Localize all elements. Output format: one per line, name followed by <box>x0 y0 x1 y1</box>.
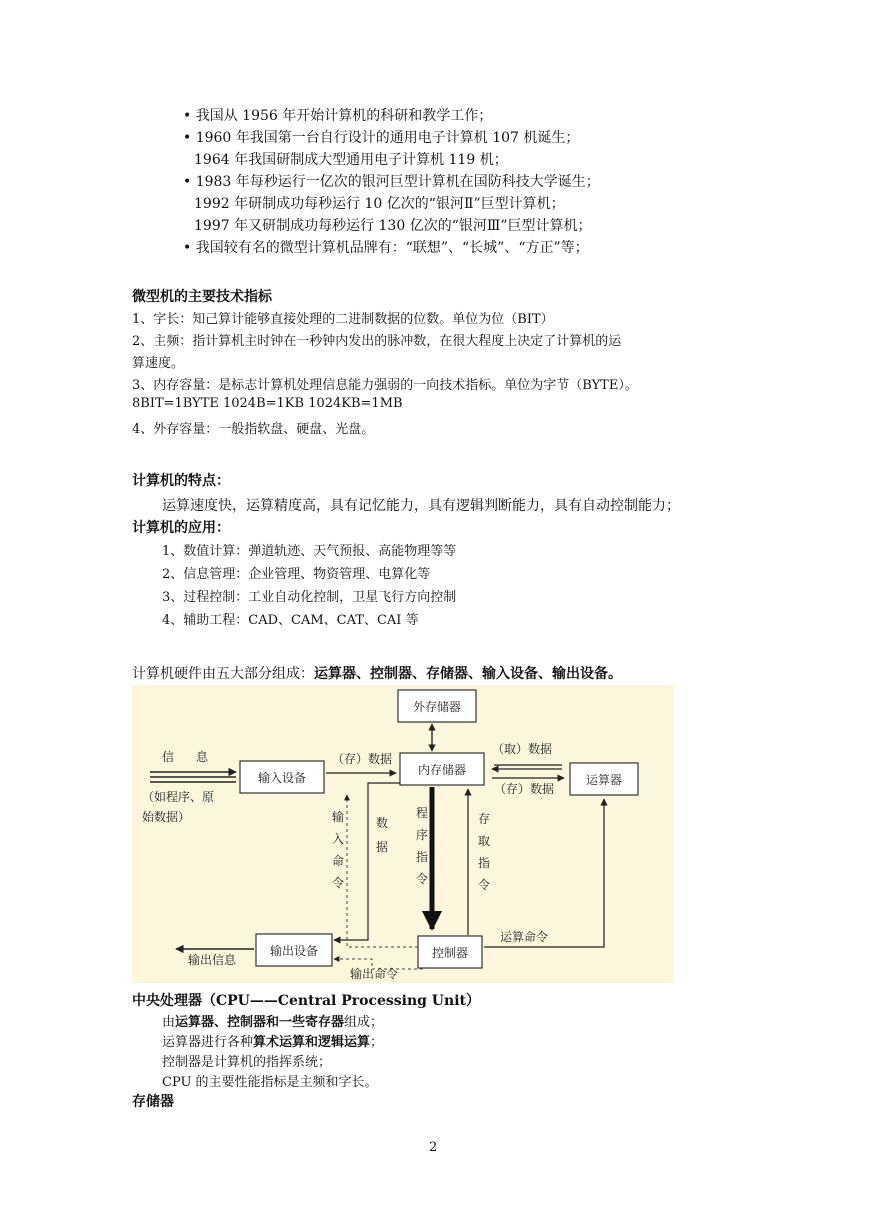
output-device-label: 输出设备 <box>269 944 319 958</box>
cpu-line-2-a: 运算器进行各种 <box>162 1035 254 1050</box>
history-line-5: 1992 年研制成功每秒运行 10 亿次的“银河Ⅱ”巨型计算机； <box>194 196 565 212</box>
history-line-3: 1964 年我国研制成大型通用电子计算机 119 机； <box>194 152 508 168</box>
controller-label: 控制器 <box>431 946 469 960</box>
alu-label: 运算器 <box>585 773 623 787</box>
cpu-line-1 <box>162 1011 383 1030</box>
external-storage-box <box>398 690 476 722</box>
cpu-line-1-a: 由 <box>162 1015 176 1030</box>
cpu-heading: 中央处理器（CPU——Central Processing Unit） <box>132 993 480 1009</box>
fetch-data-label: （取）数据 <box>492 742 553 756</box>
history-line-2: • 1960 年我国第一台自行设计的通用电子计算机 107 机诞生； <box>183 130 580 146</box>
hardware-line <box>132 663 622 683</box>
output-cmd-label: 输出命令 <box>350 967 399 981</box>
cpu-line-3: 控制器是计算机的指挥系统； <box>162 1055 332 1070</box>
cpu-line-4: CPU 的主要性能指标是主频和字长。 <box>162 1075 378 1090</box>
svg-text:数: 数 <box>376 816 389 830</box>
svg-text:输: 输 <box>332 810 345 824</box>
alu-box <box>570 763 638 795</box>
memory-box <box>400 753 484 785</box>
svg-text:令: 令 <box>332 876 345 890</box>
alu-cmd-label: 运算命令 <box>500 930 549 944</box>
specs-line-1: 1、字长：知己算计能够直接处理的二进制数据的位数。单位为位（BIT） <box>132 312 554 327</box>
svg-text:令: 令 <box>416 872 429 886</box>
diagram-background <box>132 685 674 983</box>
svg-text:命: 命 <box>332 854 345 868</box>
controller-box <box>418 936 482 968</box>
hardware-intro: 计算机硬件由五大部分组成： <box>132 666 314 682</box>
cpu-line-1-c: 组成； <box>344 1015 384 1030</box>
svg-text:据: 据 <box>376 840 389 854</box>
specs-line-2: 2、主频：指计算机主时钟在一秒钟内发出的脉冲数，在很大程度上决定了计算机的运 <box>132 334 622 349</box>
store-data-label-2: （存）数据 <box>494 782 555 796</box>
svg-text:指: 指 <box>416 850 429 864</box>
specs-heading: 微型机的主要技术指标 <box>132 289 272 305</box>
cpu-line-2-bold: 算术运算和逻辑运算 <box>253 1035 371 1050</box>
output-device-box <box>256 934 332 966</box>
input-device-label: 输入设备 <box>257 771 307 785</box>
output-info-label: 输出信息 <box>188 953 237 967</box>
cpu-line-1-bold: 运算器、控制器和一些寄存器 <box>175 1015 345 1030</box>
history-line-4: • 1983 年每秒运行一亿次的银河巨型计算机在国防科技大学诞生； <box>183 174 600 190</box>
input-device-box <box>240 761 324 793</box>
svg-text:入: 入 <box>332 832 345 846</box>
storage-heading: 存储器 <box>132 1094 174 1110</box>
specs-line-3: 算速度。 <box>132 356 185 371</box>
features-heading: 计算机的特点： <box>132 473 230 489</box>
history-line-1: • 我国从 1956 年开始计算机的科研和教学工作； <box>183 108 493 124</box>
external-storage-label: 外存储器 <box>412 700 462 714</box>
application-item-3: 3、过程控制：工业自动化控制，卫星飞行方向控制 <box>162 590 457 605</box>
svg-text:指: 指 <box>478 856 491 870</box>
program-data-label-1: （如程序、原 <box>142 790 215 804</box>
hardware-diagram <box>132 685 674 983</box>
svg-text:令: 令 <box>478 878 491 892</box>
application-item-4: 4、辅助工程：CAD、CAM、CAT、CAI 等 <box>162 613 419 628</box>
specs-line-4: 3、内存容量：是标志计算机处理信息能力强弱的一向技术指标。单位为字节（BYTE）。 <box>132 378 638 393</box>
applications-heading: 计算机的应用： <box>132 520 230 536</box>
svg-text:程: 程 <box>416 806 429 820</box>
specs-line-5: 8BIT=1BYTE 1024B=1KB 1024KB=1MB <box>132 396 403 411</box>
svg-text:取: 取 <box>478 834 491 848</box>
svg-text:序: 序 <box>416 828 429 842</box>
cpu-line-2 <box>162 1031 383 1050</box>
features-text: 运算速度快，运算精度高，具有记忆能力，具有逻辑判断能力，具有自动控制能力； <box>162 498 680 514</box>
memory-label: 内存储器 <box>417 763 467 777</box>
history-line-6: 1997 年又研制成功每秒运行 130 亿次的“银河Ⅲ”巨型计算机； <box>194 218 592 234</box>
hardware-parts: 运算器、控制器、存储器、输入设备、输出设备。 <box>314 666 622 682</box>
page-number: 2 <box>429 1140 438 1155</box>
history-line-7: • 我国较有名的微型计算机品牌有：“联想”、“长城”、“方正”等； <box>183 240 589 256</box>
application-item-1: 1、数值计算：弹道轨迹、天气预报、高能物理等等 <box>162 544 457 559</box>
program-data-label-2: 始数据） <box>142 810 191 824</box>
info-label-2: 息 <box>196 750 209 764</box>
svg-text:存: 存 <box>478 812 491 826</box>
info-label-1: 信 <box>162 750 175 764</box>
store-data-label: （存）数据 <box>332 752 393 766</box>
specs-line-6: 4、外存容量：一般指软盘、硬盘、光盘。 <box>132 422 375 437</box>
application-item-2: 2、信息管理：企业管理、物资管理、电算化等 <box>162 567 431 582</box>
cpu-line-2-c: ； <box>370 1035 384 1050</box>
